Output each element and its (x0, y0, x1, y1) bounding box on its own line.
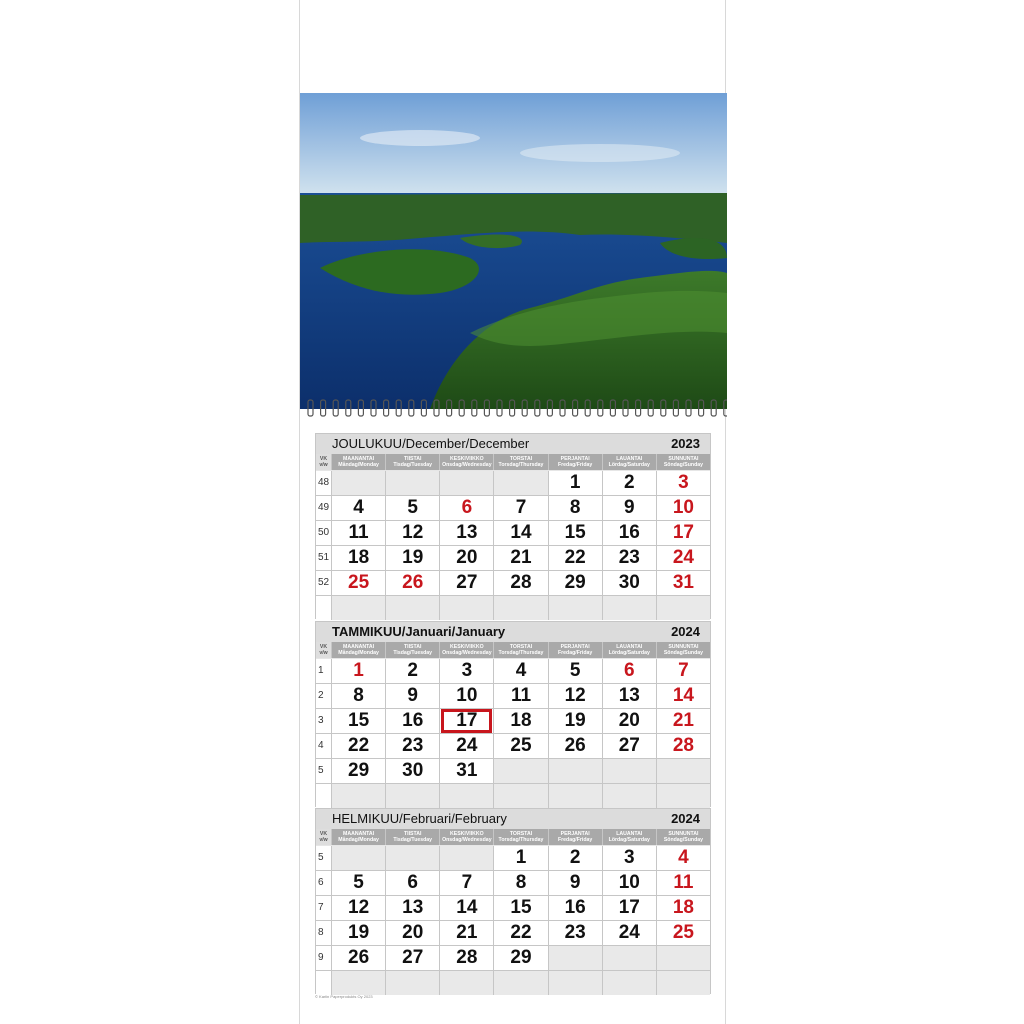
weekday-header-cell (386, 829, 439, 845)
month-title-bar (316, 622, 710, 642)
binding-ring (409, 400, 414, 416)
day-cell: 2 (549, 846, 602, 870)
day-cell: 9 (603, 496, 656, 520)
binding-ring (547, 400, 552, 416)
weekday-name: PERJANTAI (560, 831, 590, 837)
day-cell: 11 (657, 871, 710, 895)
day-cell: 1 (494, 846, 547, 870)
day-cell: 11 (494, 684, 547, 708)
day-cell: 21 (494, 546, 547, 570)
empty-day-cell (549, 784, 602, 808)
weekday-header-cell (494, 829, 547, 845)
month-title-bar (316, 809, 710, 829)
empty-day-cell (332, 784, 385, 808)
week-number: 48 (316, 471, 331, 495)
weekday-name: SUNNUNTAI (668, 456, 699, 462)
binding-ring (459, 400, 464, 416)
week-number (316, 596, 331, 620)
weekday-name: LAUANTAI (616, 644, 643, 650)
weekday-name: Tisdag/Tuesday (393, 650, 433, 657)
day-cell: 18 (657, 896, 710, 920)
weekday-name: Måndag/Monday (338, 462, 379, 469)
week-number-header (316, 829, 331, 845)
weekday-header-cell (657, 829, 710, 845)
binding-ring (396, 400, 401, 416)
day-cell: 25 (332, 571, 385, 595)
day-cell: 24 (603, 921, 656, 945)
weekday-name: TIISTAI (403, 456, 422, 462)
weekday-name: Lördag/Saturday (608, 650, 650, 657)
weekday-name: Söndag/Sunday (663, 650, 704, 657)
day-cell: 22 (494, 921, 547, 945)
weekday-name: LAUANTAI (616, 831, 643, 837)
weekday-header (316, 829, 710, 845)
day-cell: 21 (440, 921, 493, 945)
weekday-name: Tisdag/Tuesday (393, 837, 433, 844)
weekday-name: Lördag/Saturday (608, 462, 650, 469)
weekday-name: Onsdag/Wednesday (442, 650, 492, 657)
weekday-name: Torsdag/Thursday (498, 837, 544, 844)
empty-day-cell (603, 946, 656, 970)
month-block (315, 621, 711, 807)
day-cell: 16 (603, 521, 656, 545)
spiral-binding (300, 398, 727, 420)
day-cell: 3 (440, 659, 493, 683)
week-number (316, 971, 331, 995)
day-cell: 26 (549, 734, 602, 758)
day-cell: 7 (440, 871, 493, 895)
binding-ring (497, 400, 502, 416)
day-cell: 22 (549, 546, 602, 570)
weekday-header (316, 454, 710, 470)
binding-ring (585, 400, 590, 416)
day-cell: 9 (386, 684, 439, 708)
day-cell: 12 (386, 521, 439, 545)
binding-ring (333, 400, 338, 416)
empty-day-cell (549, 759, 602, 783)
week-number: 52 (316, 571, 331, 595)
month-year: 2024 (671, 624, 700, 639)
day-cell: 3 (603, 846, 656, 870)
binding-ring (510, 400, 515, 416)
day-cell: 14 (657, 684, 710, 708)
day-cell: 3 (657, 471, 710, 495)
day-cell: 20 (440, 546, 493, 570)
week-number-header-text: VK (319, 831, 328, 837)
weekday-header-cell (440, 829, 493, 845)
weekday-header-cell (494, 642, 547, 658)
day-cell: 9 (549, 871, 602, 895)
weekday-name: TIISTAI (403, 644, 422, 650)
day-cell: 5 (549, 659, 602, 683)
day-cell: 4 (494, 659, 547, 683)
empty-day-cell (549, 946, 602, 970)
binding-ring (321, 400, 326, 416)
week-number: 7 (316, 896, 331, 920)
week-number: 51 (316, 546, 331, 570)
empty-day-cell (603, 784, 656, 808)
weekday-header-cell (494, 454, 547, 470)
binding-ring (472, 400, 477, 416)
day-cell: 15 (549, 521, 602, 545)
binding-ring (384, 400, 389, 416)
empty-day-cell (386, 846, 439, 870)
binding-ring (648, 400, 653, 416)
day-cell: 13 (603, 684, 656, 708)
day-cell: 30 (603, 571, 656, 595)
day-cell: 26 (386, 571, 439, 595)
weekday-name: Tisdag/Tuesday (393, 462, 433, 469)
day-cell: 20 (386, 921, 439, 945)
week-number: 8 (316, 921, 331, 945)
weekday-name: SUNNUNTAI (668, 644, 699, 650)
weekday-name: Torsdag/Thursday (498, 650, 544, 657)
empty-day-cell (494, 759, 547, 783)
empty-day-cell (549, 596, 602, 620)
binding-ring (447, 400, 452, 416)
weekday-name: KESKIVIIKKO (449, 456, 484, 462)
month-block (315, 808, 711, 994)
weekday-name: Onsdag/Wednesday (442, 837, 492, 844)
empty-day-cell (494, 471, 547, 495)
month-title-bar (316, 434, 710, 454)
weekday-name: Söndag/Sunday (663, 462, 704, 469)
day-cell: 13 (440, 521, 493, 545)
empty-day-cell (657, 596, 710, 620)
day-cell: 6 (386, 871, 439, 895)
empty-day-cell (657, 971, 710, 995)
day-cell: 23 (603, 546, 656, 570)
day-cell: 1 (549, 471, 602, 495)
weekday-header-cell (657, 642, 710, 658)
week-number-header (316, 642, 331, 658)
day-cell: 5 (386, 496, 439, 520)
weekday-header-cell (386, 642, 439, 658)
day-cell: 26 (332, 946, 385, 970)
week-number-header-text: VK (319, 644, 328, 650)
week-number: 6 (316, 871, 331, 895)
empty-day-cell (440, 471, 493, 495)
weekday-name: Fredag/Friday (557, 462, 593, 469)
day-cell: 2 (603, 471, 656, 495)
week-number: 2 (316, 684, 331, 708)
day-cell: 19 (549, 709, 602, 733)
week-number: 49 (316, 496, 331, 520)
day-cell: 19 (332, 921, 385, 945)
weekday-name: MAANANTAI (343, 644, 375, 650)
weekday-name: PERJANTAI (560, 644, 590, 650)
weekday-name: MAANANTAI (343, 831, 375, 837)
day-cell: 19 (386, 546, 439, 570)
binding-ring (346, 400, 351, 416)
day-cell: 27 (440, 571, 493, 595)
weekday-header-cell (603, 829, 656, 845)
weekday-header-cell (386, 454, 439, 470)
weekday-name: TIISTAI (403, 831, 422, 837)
weekday-header-cell (549, 642, 602, 658)
day-cell: 14 (440, 896, 493, 920)
binding-ring (358, 400, 363, 416)
weekday-name: Måndag/Monday (338, 837, 379, 844)
binding-ring (560, 400, 565, 416)
weekday-name: Onsdag/Wednesday (442, 462, 492, 469)
day-cell: 25 (657, 921, 710, 945)
binding-ring (308, 400, 313, 416)
month-block (315, 433, 711, 619)
day-cell: 18 (332, 546, 385, 570)
day-cell: 10 (657, 496, 710, 520)
week-number-header-text: v/w (319, 650, 328, 657)
weekday-name: SUNNUNTAI (668, 831, 699, 837)
weekday-header-cell (332, 642, 385, 658)
empty-day-cell (494, 971, 547, 995)
week-number: 1 (316, 659, 331, 683)
empty-day-cell (440, 846, 493, 870)
binding-ring (598, 400, 603, 416)
day-cell: 10 (603, 871, 656, 895)
day-cell: 30 (386, 759, 439, 783)
day-cell: 24 (440, 734, 493, 758)
day-cell: 21 (657, 709, 710, 733)
weekday-name: Torsdag/Thursday (498, 462, 544, 469)
week-number: 9 (316, 946, 331, 970)
days-grid (316, 471, 710, 620)
month-name: HELMIKUU/Februari/February (332, 811, 507, 826)
day-cell: 29 (332, 759, 385, 783)
empty-day-cell (549, 971, 602, 995)
weekday-name: Måndag/Monday (338, 650, 379, 657)
binding-ring (661, 400, 666, 416)
binding-ring (371, 400, 376, 416)
binding-ring (636, 400, 641, 416)
empty-day-cell (494, 596, 547, 620)
month-year: 2023 (671, 436, 700, 451)
empty-day-cell (386, 971, 439, 995)
binding-ring (421, 400, 426, 416)
binding-ring (434, 400, 439, 416)
day-cell: 25 (494, 734, 547, 758)
weekday-name: PERJANTAI (560, 456, 590, 462)
day-cell: 12 (332, 896, 385, 920)
day-cell: 29 (549, 571, 602, 595)
binding-ring (522, 400, 527, 416)
day-cell: 14 (494, 521, 547, 545)
day-cell: 23 (549, 921, 602, 945)
empty-day-cell (494, 784, 547, 808)
weekday-header-cell (657, 454, 710, 470)
binding-ring (573, 400, 578, 416)
day-cell: 28 (657, 734, 710, 758)
day-cell: 8 (494, 871, 547, 895)
week-number (316, 784, 331, 808)
empty-day-cell (386, 784, 439, 808)
binding-ring (711, 400, 716, 416)
day-cell: 18 (494, 709, 547, 733)
days-grid (316, 846, 710, 995)
day-cell: 7 (494, 496, 547, 520)
binding-ring (535, 400, 540, 416)
weekday-header (316, 642, 710, 658)
week-number-header-text: VK (319, 456, 328, 462)
month-year: 2024 (671, 811, 700, 826)
empty-day-cell (603, 596, 656, 620)
day-cell: 17 (657, 521, 710, 545)
empty-day-cell (603, 759, 656, 783)
days-grid (316, 659, 710, 808)
day-cell: 24 (657, 546, 710, 570)
empty-day-cell (657, 946, 710, 970)
day-cell: 15 (494, 896, 547, 920)
month-name: JOULUKUU/December/December (332, 436, 530, 451)
weekday-header-cell (440, 642, 493, 658)
weekday-header-cell (549, 454, 602, 470)
empty-day-cell (332, 971, 385, 995)
binding-ring (610, 400, 615, 416)
binding-ring (673, 400, 678, 416)
day-cell: 31 (440, 759, 493, 783)
day-cell: 28 (440, 946, 493, 970)
day-cell: 6 (603, 659, 656, 683)
empty-day-cell (332, 596, 385, 620)
day-cell: 28 (494, 571, 547, 595)
copyright-text: © Kariin Paperprodukts Oy 2023 (315, 994, 373, 999)
weekday-name: TORSTAI (509, 456, 533, 462)
weekday-name: TORSTAI (509, 831, 533, 837)
week-number-header (316, 454, 331, 470)
binding-ring (724, 400, 727, 416)
day-cell: 27 (386, 946, 439, 970)
wall-calendar (299, 0, 726, 1024)
day-cell: 22 (332, 734, 385, 758)
day-cell: 12 (549, 684, 602, 708)
day-cell: 27 (603, 734, 656, 758)
day-cell: 7 (657, 659, 710, 683)
weekday-name: KESKIVIIKKO (449, 644, 484, 650)
day-cell: 16 (386, 709, 439, 733)
day-cell: 4 (657, 846, 710, 870)
weekday-name: Fredag/Friday (557, 837, 593, 844)
binding-ring (623, 400, 628, 416)
binding-ring (484, 400, 489, 416)
weekday-name: KESKIVIIKKO (449, 831, 484, 837)
empty-day-cell (440, 971, 493, 995)
weekday-name: Söndag/Sunday (663, 837, 704, 844)
weekday-header-cell (332, 829, 385, 845)
weekday-name: Fredag/Friday (557, 650, 593, 657)
binding-ring (699, 400, 704, 416)
weekday-header-cell (603, 454, 656, 470)
week-number: 4 (316, 734, 331, 758)
day-cell: 23 (386, 734, 439, 758)
empty-day-cell (657, 759, 710, 783)
day-cell: 4 (332, 496, 385, 520)
empty-day-cell (332, 471, 385, 495)
day-cell: 15 (332, 709, 385, 733)
week-number: 5 (316, 846, 331, 870)
day-cell: 13 (386, 896, 439, 920)
month-name: TAMMIKUU/Januari/January (332, 624, 506, 639)
empty-day-cell (440, 784, 493, 808)
weekday-name: MAANANTAI (343, 456, 375, 462)
week-number: 3 (316, 709, 331, 733)
day-cell: 2 (386, 659, 439, 683)
empty-day-cell (386, 596, 439, 620)
week-number: 5 (316, 759, 331, 783)
weekday-name: Lördag/Saturday (608, 837, 650, 844)
weekday-name: LAUANTAI (616, 456, 643, 462)
empty-day-cell (603, 971, 656, 995)
empty-day-cell (440, 596, 493, 620)
day-cell: 1 (332, 659, 385, 683)
day-cell: 20 (603, 709, 656, 733)
day-cell: 10 (440, 684, 493, 708)
day-cell: 11 (332, 521, 385, 545)
day-cell: 8 (332, 684, 385, 708)
week-number-header-text: v/w (319, 837, 328, 844)
day-cell: 17 (440, 709, 493, 733)
weekday-name: TORSTAI (509, 644, 533, 650)
week-number: 50 (316, 521, 331, 545)
weekday-header-cell (549, 829, 602, 845)
current-date-marker (441, 709, 492, 733)
empty-day-cell (332, 846, 385, 870)
empty-day-cell (386, 471, 439, 495)
binding-ring (686, 400, 691, 416)
empty-day-cell (657, 784, 710, 808)
day-cell: 16 (549, 896, 602, 920)
weekday-header-cell (332, 454, 385, 470)
day-cell: 29 (494, 946, 547, 970)
week-number-header-text: v/w (319, 462, 328, 469)
weekday-header-cell (603, 642, 656, 658)
day-cell: 8 (549, 496, 602, 520)
day-cell: 6 (440, 496, 493, 520)
weekday-header-cell (440, 454, 493, 470)
day-cell: 31 (657, 571, 710, 595)
day-cell: 17 (603, 896, 656, 920)
lake-landscape-photo (300, 93, 727, 409)
day-cell: 5 (332, 871, 385, 895)
